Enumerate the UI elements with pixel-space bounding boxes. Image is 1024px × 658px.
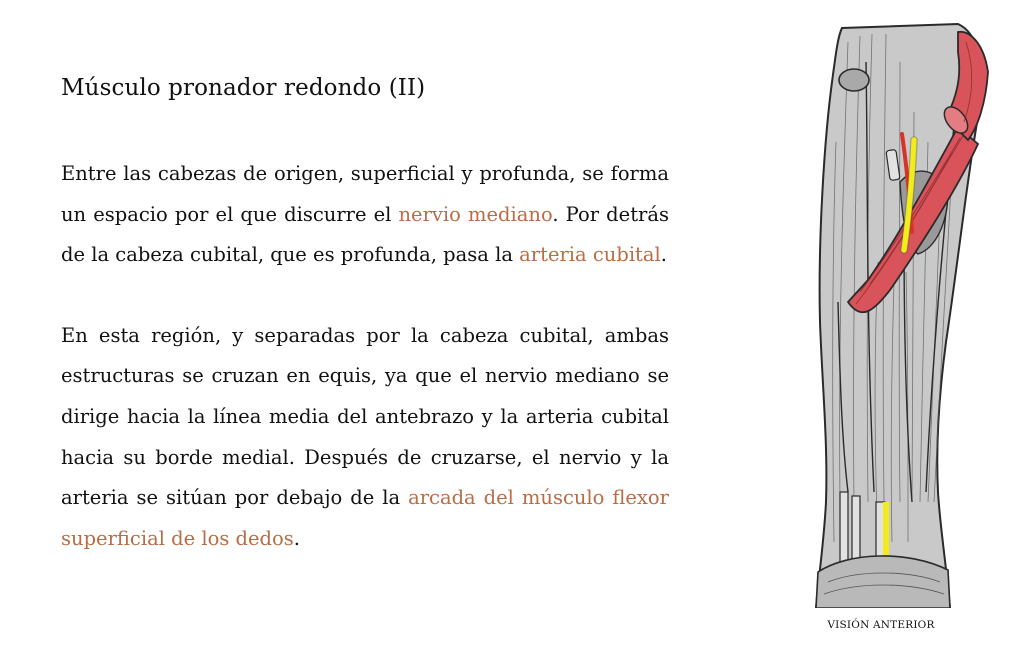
paragraph-1 <box>61 154 669 276</box>
paragraph-1-text-c: . <box>660 243 667 267</box>
content-column <box>61 66 669 559</box>
wrist-base <box>816 556 950 608</box>
paragraph-1-text-a: Entre las cabezas de origen, superficial y profunda, se forma un espacio por el que discurre el <box>61 162 669 226</box>
forearm-anterior-illustration <box>808 22 994 608</box>
paragraph-1-text-b: . Por detrás de la cabeza cubital, que es profunda, pasa la <box>61 202 669 267</box>
paragraph-2-text-a: En esta región, y separadas por la cabeza cubital, ambas estructuras se cruzan en equis, ya que el nervio mediano se dirige hacia la línea media del antebrazo y la arteria cubital hacia su borde medial. Después de cruzarse, el nervio y la arteria se sitúan por debajo de la <box>61 323 669 510</box>
arcada-flexor-superficial-link[interactable]: arcada del músculo flexor superficial de los dedos <box>61 486 669 550</box>
arteria-cubital-link[interactable]: arteria cubital <box>519 243 661 267</box>
figure-caption: VISIÓN ANTERIOR <box>827 619 935 631</box>
paragraph-2-text-b: . <box>293 526 300 550</box>
nervio-mediano-link[interactable]: nervio mediano <box>398 202 553 226</box>
page-title: Músculo pronador redondo (II) <box>61 75 426 101</box>
paragraph-2 <box>61 316 669 560</box>
cut-tendon-top <box>839 69 869 91</box>
